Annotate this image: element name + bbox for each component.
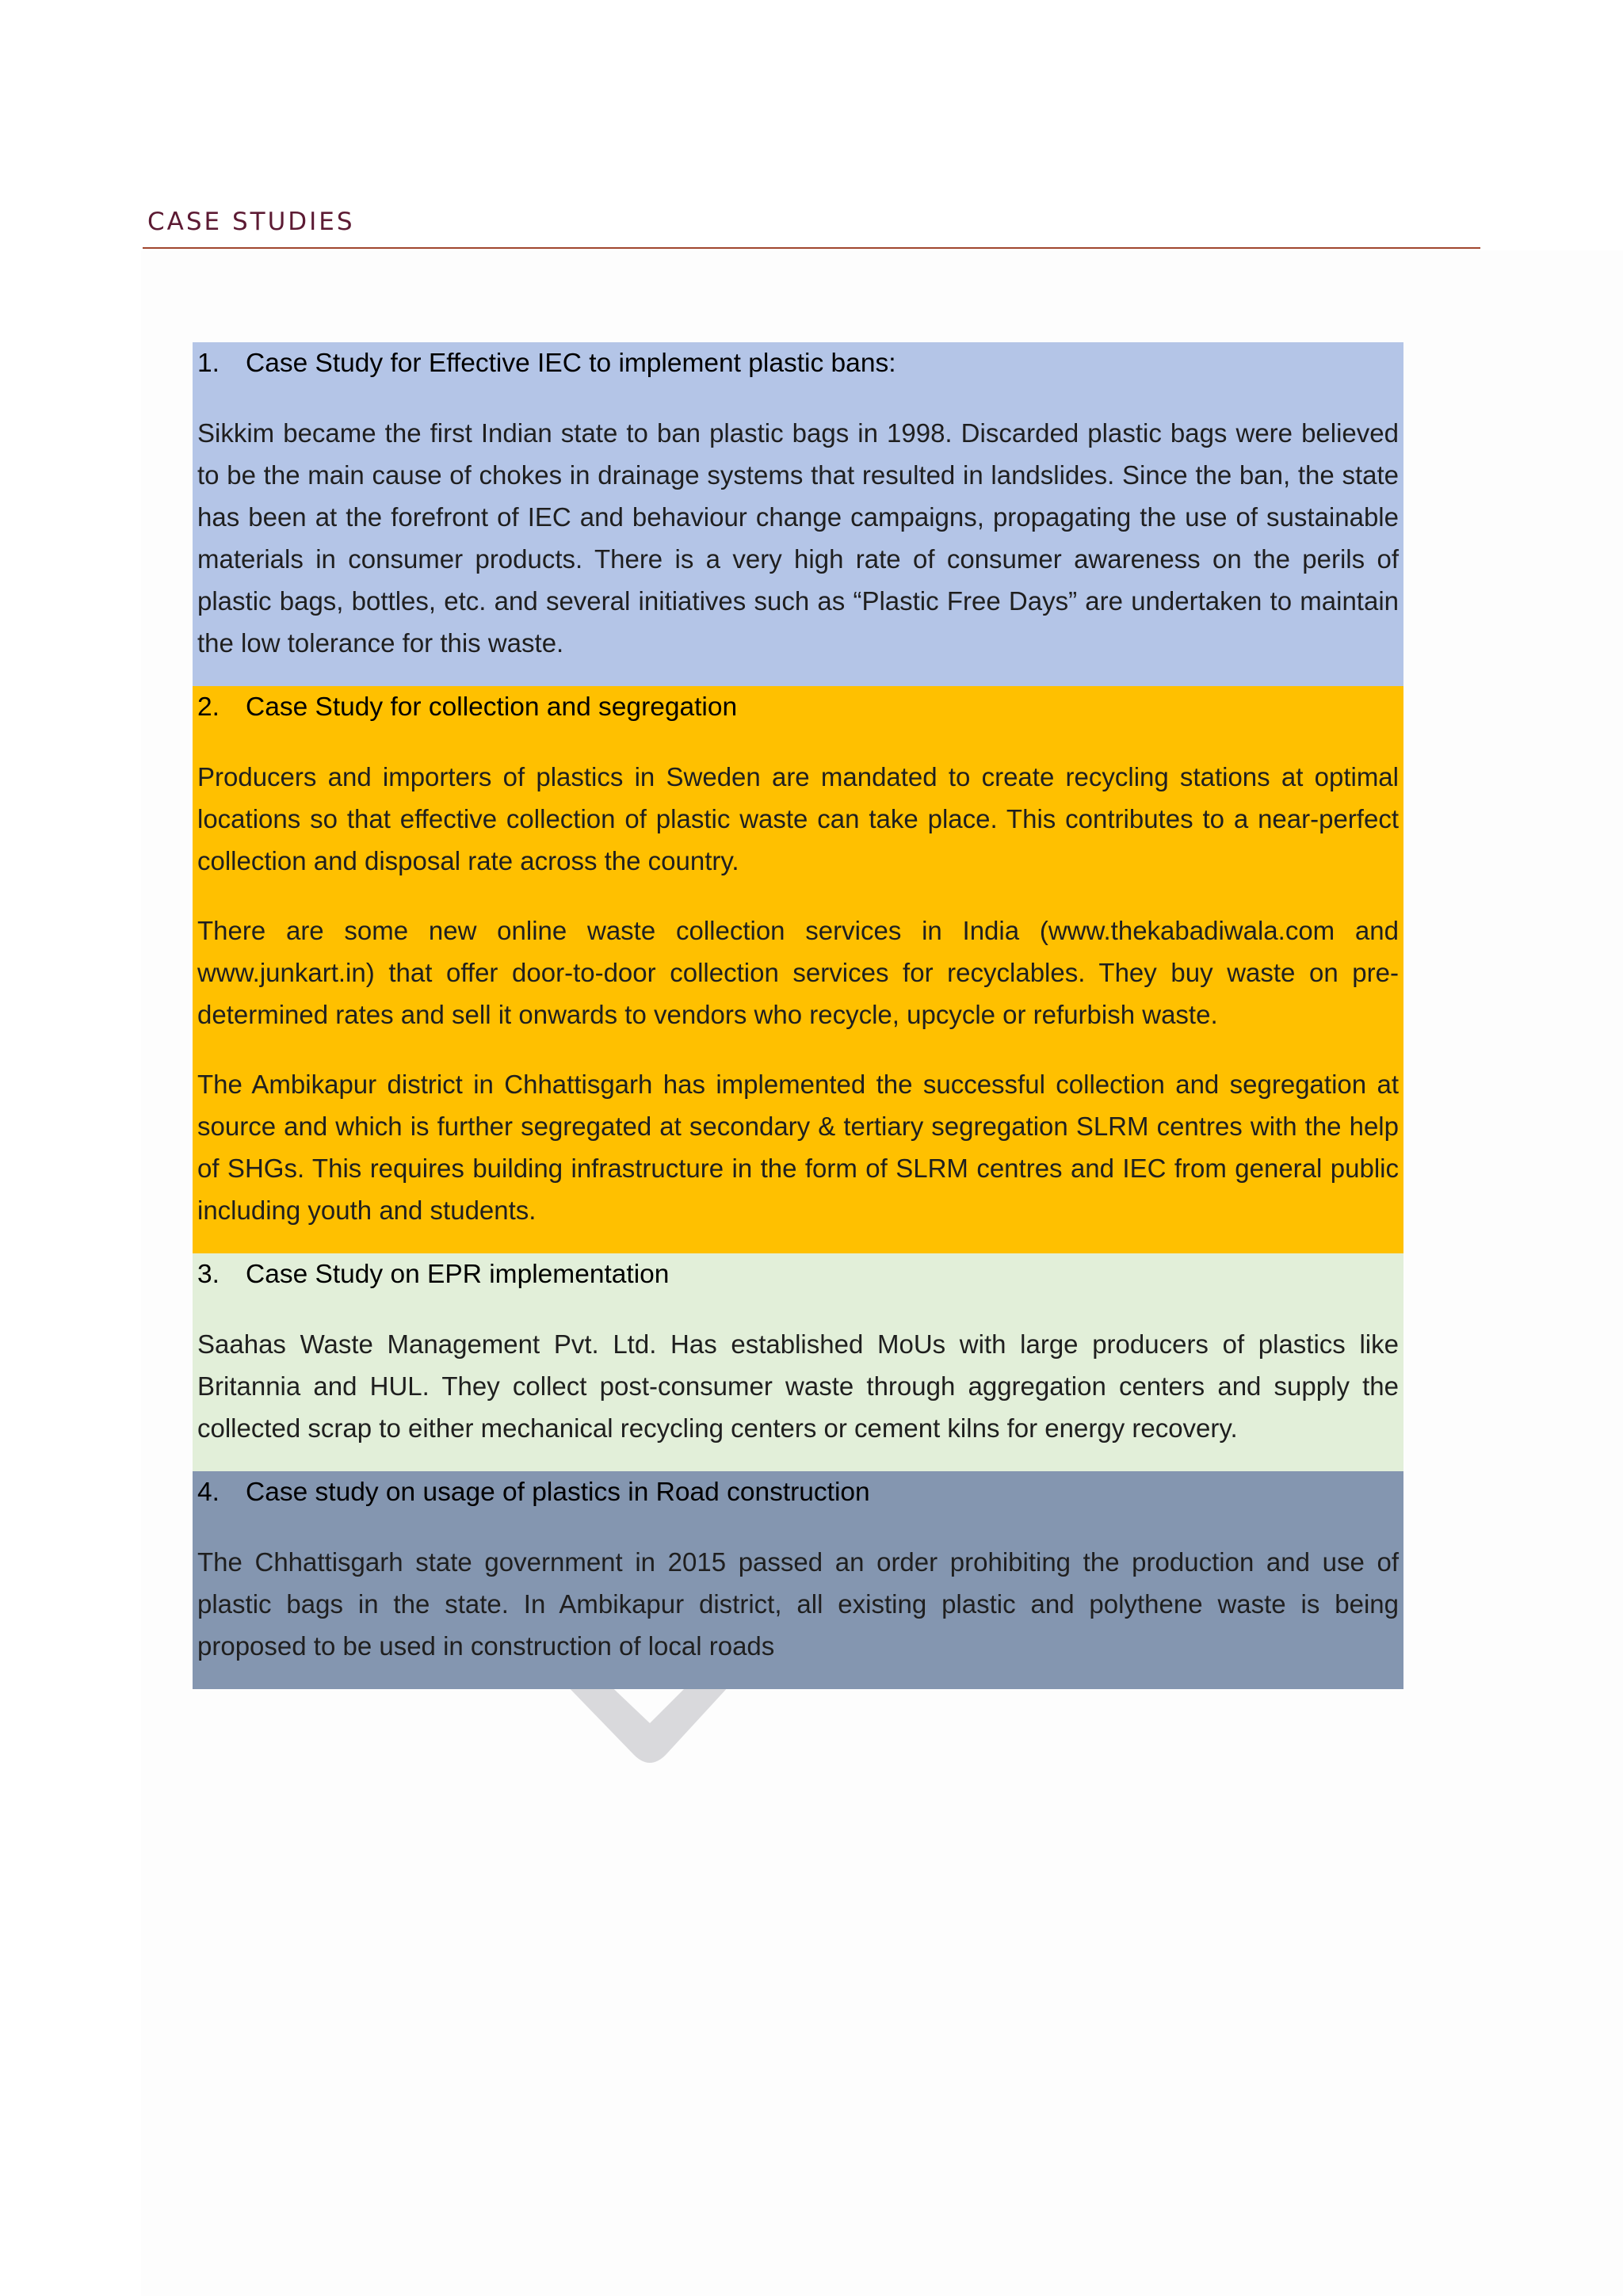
case-study-title bbox=[197, 1471, 1399, 1513]
case-study-number: 2. bbox=[197, 692, 220, 722]
case-study-3 bbox=[193, 1253, 1403, 1471]
case-study-paragraph: Saahas Waste Management Pvt. Ltd. Has established MoUs with large producers of plastics like Britannia and HUL. They collect post-consumer waste through aggregation centers and supply the collected scrap to either mechanical recycling centers or cement kilns for energy recovery. bbox=[197, 1329, 1399, 1443]
case-study-paragraph: The Chhattisgarh state government in 2015 passed an order prohibiting the production and use of plastic bags in the state. In Ambikapur district, all existing plastic and polythene waste is being proposed to be used in construction of local roads bbox=[197, 1547, 1399, 1661]
case-study-number: 4. bbox=[197, 1478, 220, 1507]
case-study-paragraph: The Ambikapur district in Chhattisgarh has implemented the successful collection and segregation at source and which is further segregated at secondary & tertiary segregation SLRM centres with the help of SHGs. This requires building infrastructure in the form of SLRM centres and IEC from general public including youth and students. bbox=[197, 1070, 1399, 1225]
heading-divider bbox=[143, 247, 1480, 249]
case-study-1 bbox=[193, 342, 1403, 686]
case-studies-list bbox=[193, 342, 1403, 1689]
case-study-4 bbox=[193, 1471, 1403, 1689]
case-study-paragraph: There are some new online waste collection services in India (www.thekabadiwala.com and www.junkart.in) that offer door-to-door collection services for recyclables. They buy waste on pre-determined rates and sell it onwards to vendors who recycle, upcycle or refurbish waste. bbox=[197, 916, 1399, 1029]
section-title: CASE STUDIES bbox=[147, 208, 355, 236]
case-study-title bbox=[197, 1253, 1399, 1295]
case-study-title bbox=[197, 686, 1399, 728]
case-study-paragraph: Sikkim became the first Indian state to ban plastic bags in 1998. Discarded plastic bags were believed to be the main cause of chokes in drainage systems that resulted in landslides. Since the ban, the state has been at the forefront of IEC and behaviour change campaigns, propagating the use of sustainable materials in consumer products. There is a very high rate of consumer awareness on the perils of plastic bags, bottles, etc. and several initiatives such as “Plastic Free Days” are undertaken to maintain the low tolerance for this waste. bbox=[197, 418, 1399, 658]
case-study-title-text: Case study on usage of plastics in Road construction bbox=[246, 1478, 870, 1507]
case-study-title bbox=[197, 342, 1399, 384]
case-study-title-text: Case Study for Effective IEC to implement plastic bans: bbox=[246, 349, 896, 378]
case-study-title-text: Case Study for collection and segregation bbox=[246, 692, 738, 722]
case-study-number: 1. bbox=[197, 349, 220, 378]
case-study-title-text: Case Study on EPR implementation bbox=[246, 1260, 670, 1289]
case-study-paragraph: Producers and importers of plastics in Sweden are mandated to create recycling stations at optimal locations so that effective collection of plastic waste can take place. This contributes to a near-perfect collection and disposal rate across the country. bbox=[197, 762, 1399, 875]
case-study-2 bbox=[193, 686, 1403, 1253]
case-study-number: 3. bbox=[197, 1260, 220, 1289]
